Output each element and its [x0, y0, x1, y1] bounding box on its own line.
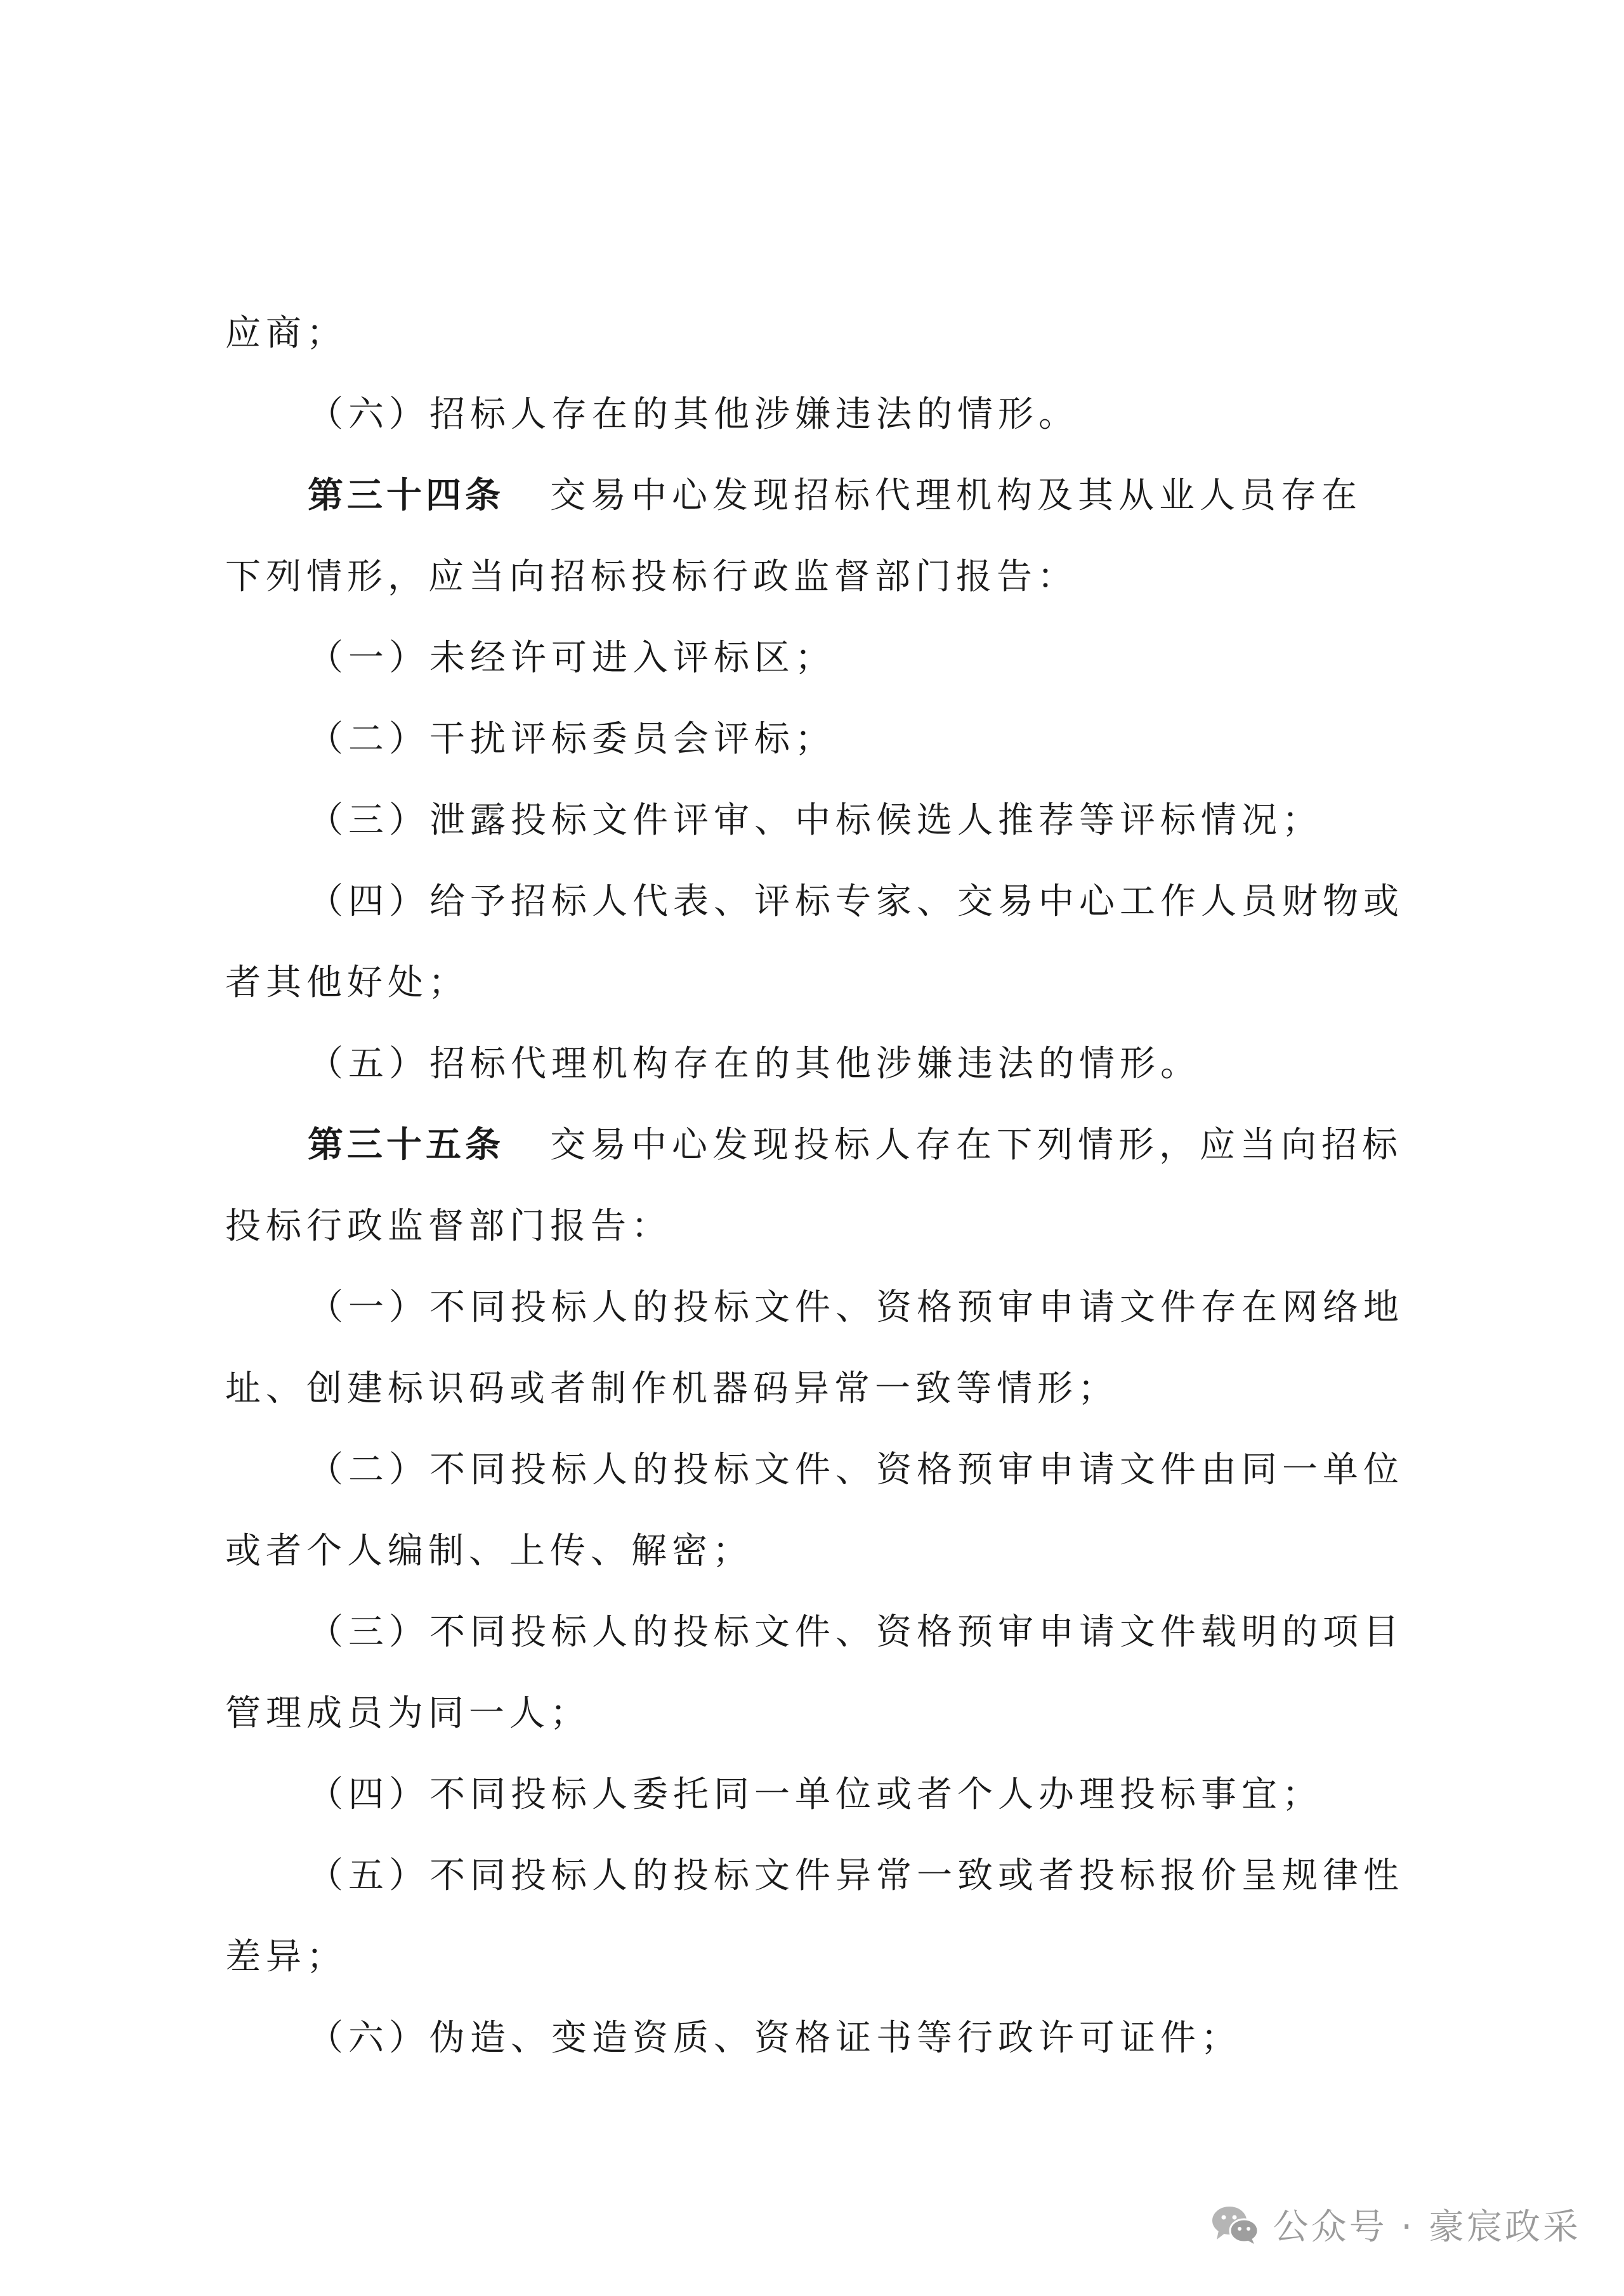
article-number: 第三十五条: [308, 1125, 504, 1166]
line-text: （二）干扰评标委员会评标；: [308, 719, 835, 760]
line-text: 者其他好处；: [225, 962, 469, 1003]
article-heading-line: [225, 1105, 1418, 1186]
text-line: [225, 1917, 1418, 1998]
text-line: [225, 1430, 1418, 1511]
text-line: [225, 618, 1418, 699]
line-text: （三）不同投标人的投标文件、资格预审申请文件载明的项目: [308, 1612, 1404, 1653]
text-line: [225, 1836, 1418, 1917]
line-text: （五）招标代理机构存在的其他涉嫌违法的情形。: [308, 1043, 1201, 1085]
text-line: [225, 943, 1418, 1024]
text-line: [225, 537, 1418, 618]
line-text: （五）不同投标人的投标文件异常一致或者投标报价呈规律性: [308, 1855, 1404, 1896]
text-line: [225, 1592, 1418, 1673]
line-text: （六）伪造、变造资质、资格证书等行政许可证件；: [308, 2018, 1241, 2059]
line-text: 或者个人编制、上传、解密；: [225, 1530, 753, 1572]
line-text: 管理成员为同一人；: [225, 1693, 591, 1734]
article-heading-line: [225, 455, 1418, 537]
text-line: [225, 780, 1418, 861]
document-body: [225, 293, 1418, 2079]
text-line: [225, 1348, 1418, 1430]
line-text: （一）不同投标人的投标文件、资格预审申请文件存在网络地: [308, 1287, 1404, 1328]
line-text: 应商；: [225, 313, 347, 354]
line-text: （六）招标人存在的其他涉嫌违法的情形。: [308, 394, 1079, 435]
watermark: [1211, 2189, 1581, 2259]
line-text: （三）泄露投标文件评审、中标候选人推荐等评标情况；: [308, 800, 1323, 841]
text-line: [225, 1267, 1418, 1348]
text-line: [225, 1024, 1418, 1105]
text-line: [225, 861, 1418, 943]
wechat-icon: [1211, 2204, 1259, 2245]
line-text: 投标行政监督部门报告：: [225, 1206, 672, 1247]
text-line: [225, 1754, 1418, 1836]
line-text: 差异；: [225, 1936, 347, 1978]
line-text: （四）给予招标人代表、评标专家、交易中心工作人员财物或: [308, 881, 1404, 922]
line-text: 交易中心发现招标代理机构及其从业人员存在: [550, 475, 1362, 516]
line-text: （一）未经许可进入评标区；: [308, 637, 835, 679]
line-text: 交易中心发现投标人存在下列情形，应当向招标: [550, 1125, 1403, 1166]
line-text: 下列情形，应当向招标投标行政监督部门报告：: [225, 556, 1078, 597]
text-line: [225, 1511, 1418, 1592]
text-line: [225, 374, 1418, 455]
text-line: [225, 1186, 1418, 1267]
article-number: 第三十四条: [308, 475, 504, 516]
text-line: [225, 293, 1418, 374]
line-text: 址、创建标识码或者制作机器码异常一致等情形；: [225, 1368, 1118, 1409]
text-line: [225, 1998, 1418, 2079]
text-line: [225, 699, 1418, 780]
watermark-text: 公众号 · 豪宸政采: [1273, 2207, 1581, 2248]
line-text: （二）不同投标人的投标文件、资格预审申请文件由同一单位: [308, 1449, 1404, 1490]
text-line: [225, 1673, 1418, 1754]
line-text: （四）不同投标人委托同一单位或者个人办理投标事宜；: [308, 1774, 1323, 1815]
